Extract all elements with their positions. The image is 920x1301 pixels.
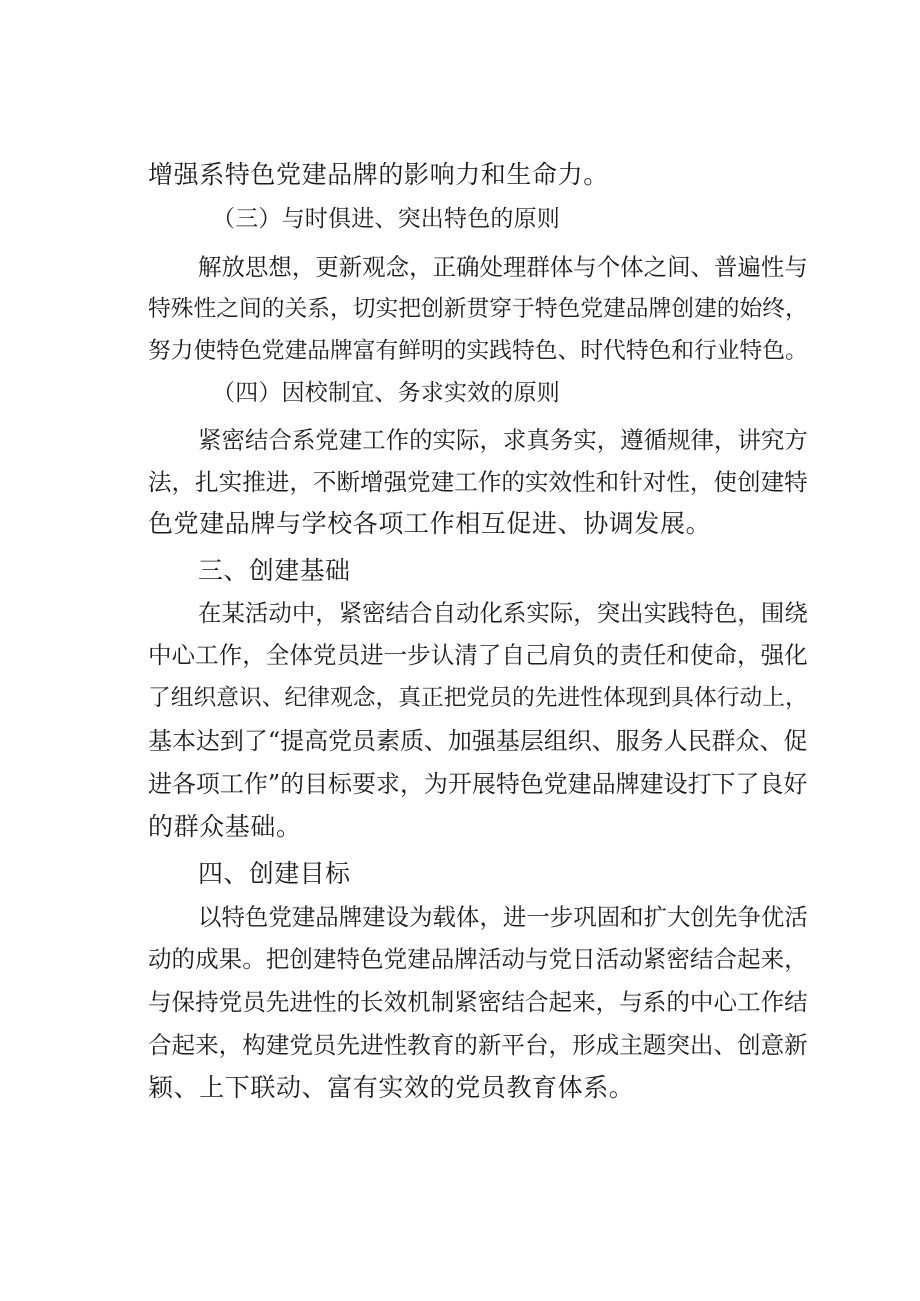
section-heading: 四、创建目标	[198, 859, 351, 888]
paragraph-line: 解放思想，更新观念，正确处理群体与个体之间、普遍性与	[198, 253, 808, 281]
paragraph-line: 紧密结合系党建工作的实际，求真务实，遵循规律，讲究方	[198, 426, 808, 454]
paragraph-line: 进各项工作”的目标要求，为开展特色党建品牌建设打下了良好	[148, 770, 808, 798]
paragraph-line: 颖、上下联动、富有实效的党员教育体系。	[148, 1073, 635, 1102]
subsection-heading: （四）因校制宜、务求实效的原则	[212, 380, 560, 406]
paragraph-line: 在某活动中，紧密结合自动化系实际，突出实践特色，围绕	[198, 599, 808, 627]
paragraph-line: 基本达到了“提高党员素质、加强基层组织、服务人民群众、促	[148, 727, 808, 755]
paragraph-line: 与保持党员先进性的长效机制紧密结合起来，与系的中心工作结	[148, 988, 808, 1016]
paragraph-line: 了组织意识、纪律观念，真正把党员的先进性体现到具体行动上，	[148, 685, 808, 711]
paragraph-line: 动的成果。把创建特色党建品牌活动与党日活动紧密结合起来，	[148, 945, 808, 973]
paragraph-line: 中心工作，全体党员进一步认清了自己肩负的责任和使命，强化	[148, 641, 808, 669]
subsection-heading: （三）与时俱进、突出特色的原则	[212, 206, 560, 232]
paragraph-line: 增强系特色党建品牌的影响力和生命力。	[148, 160, 609, 189]
paragraph-line: 以特色党建品牌建设为载体，进一步巩固和扩大创先争优活	[198, 903, 808, 931]
paragraph-line: 法，扎实推进，不断增强党建工作的实效性和针对性，使创建特	[148, 468, 808, 496]
section-heading: 三、创建基础	[198, 556, 351, 585]
paragraph-line: 努力使特色党建品牌富有鲜明的实践特色、时代特色和行业特色。	[148, 338, 808, 364]
paragraph-line: 的群众基础。	[148, 812, 302, 841]
paragraph-line: 色党建品牌与学校各项工作相互促进、协调发展。	[148, 509, 712, 538]
paragraph-line: 合起来，构建党员先进性教育的新平台，形成主题突出、创意新	[148, 1031, 808, 1059]
paragraph-line: 特殊性之间的关系，切实把创新贯穿于特色党建品牌创建的始终，	[148, 296, 808, 322]
